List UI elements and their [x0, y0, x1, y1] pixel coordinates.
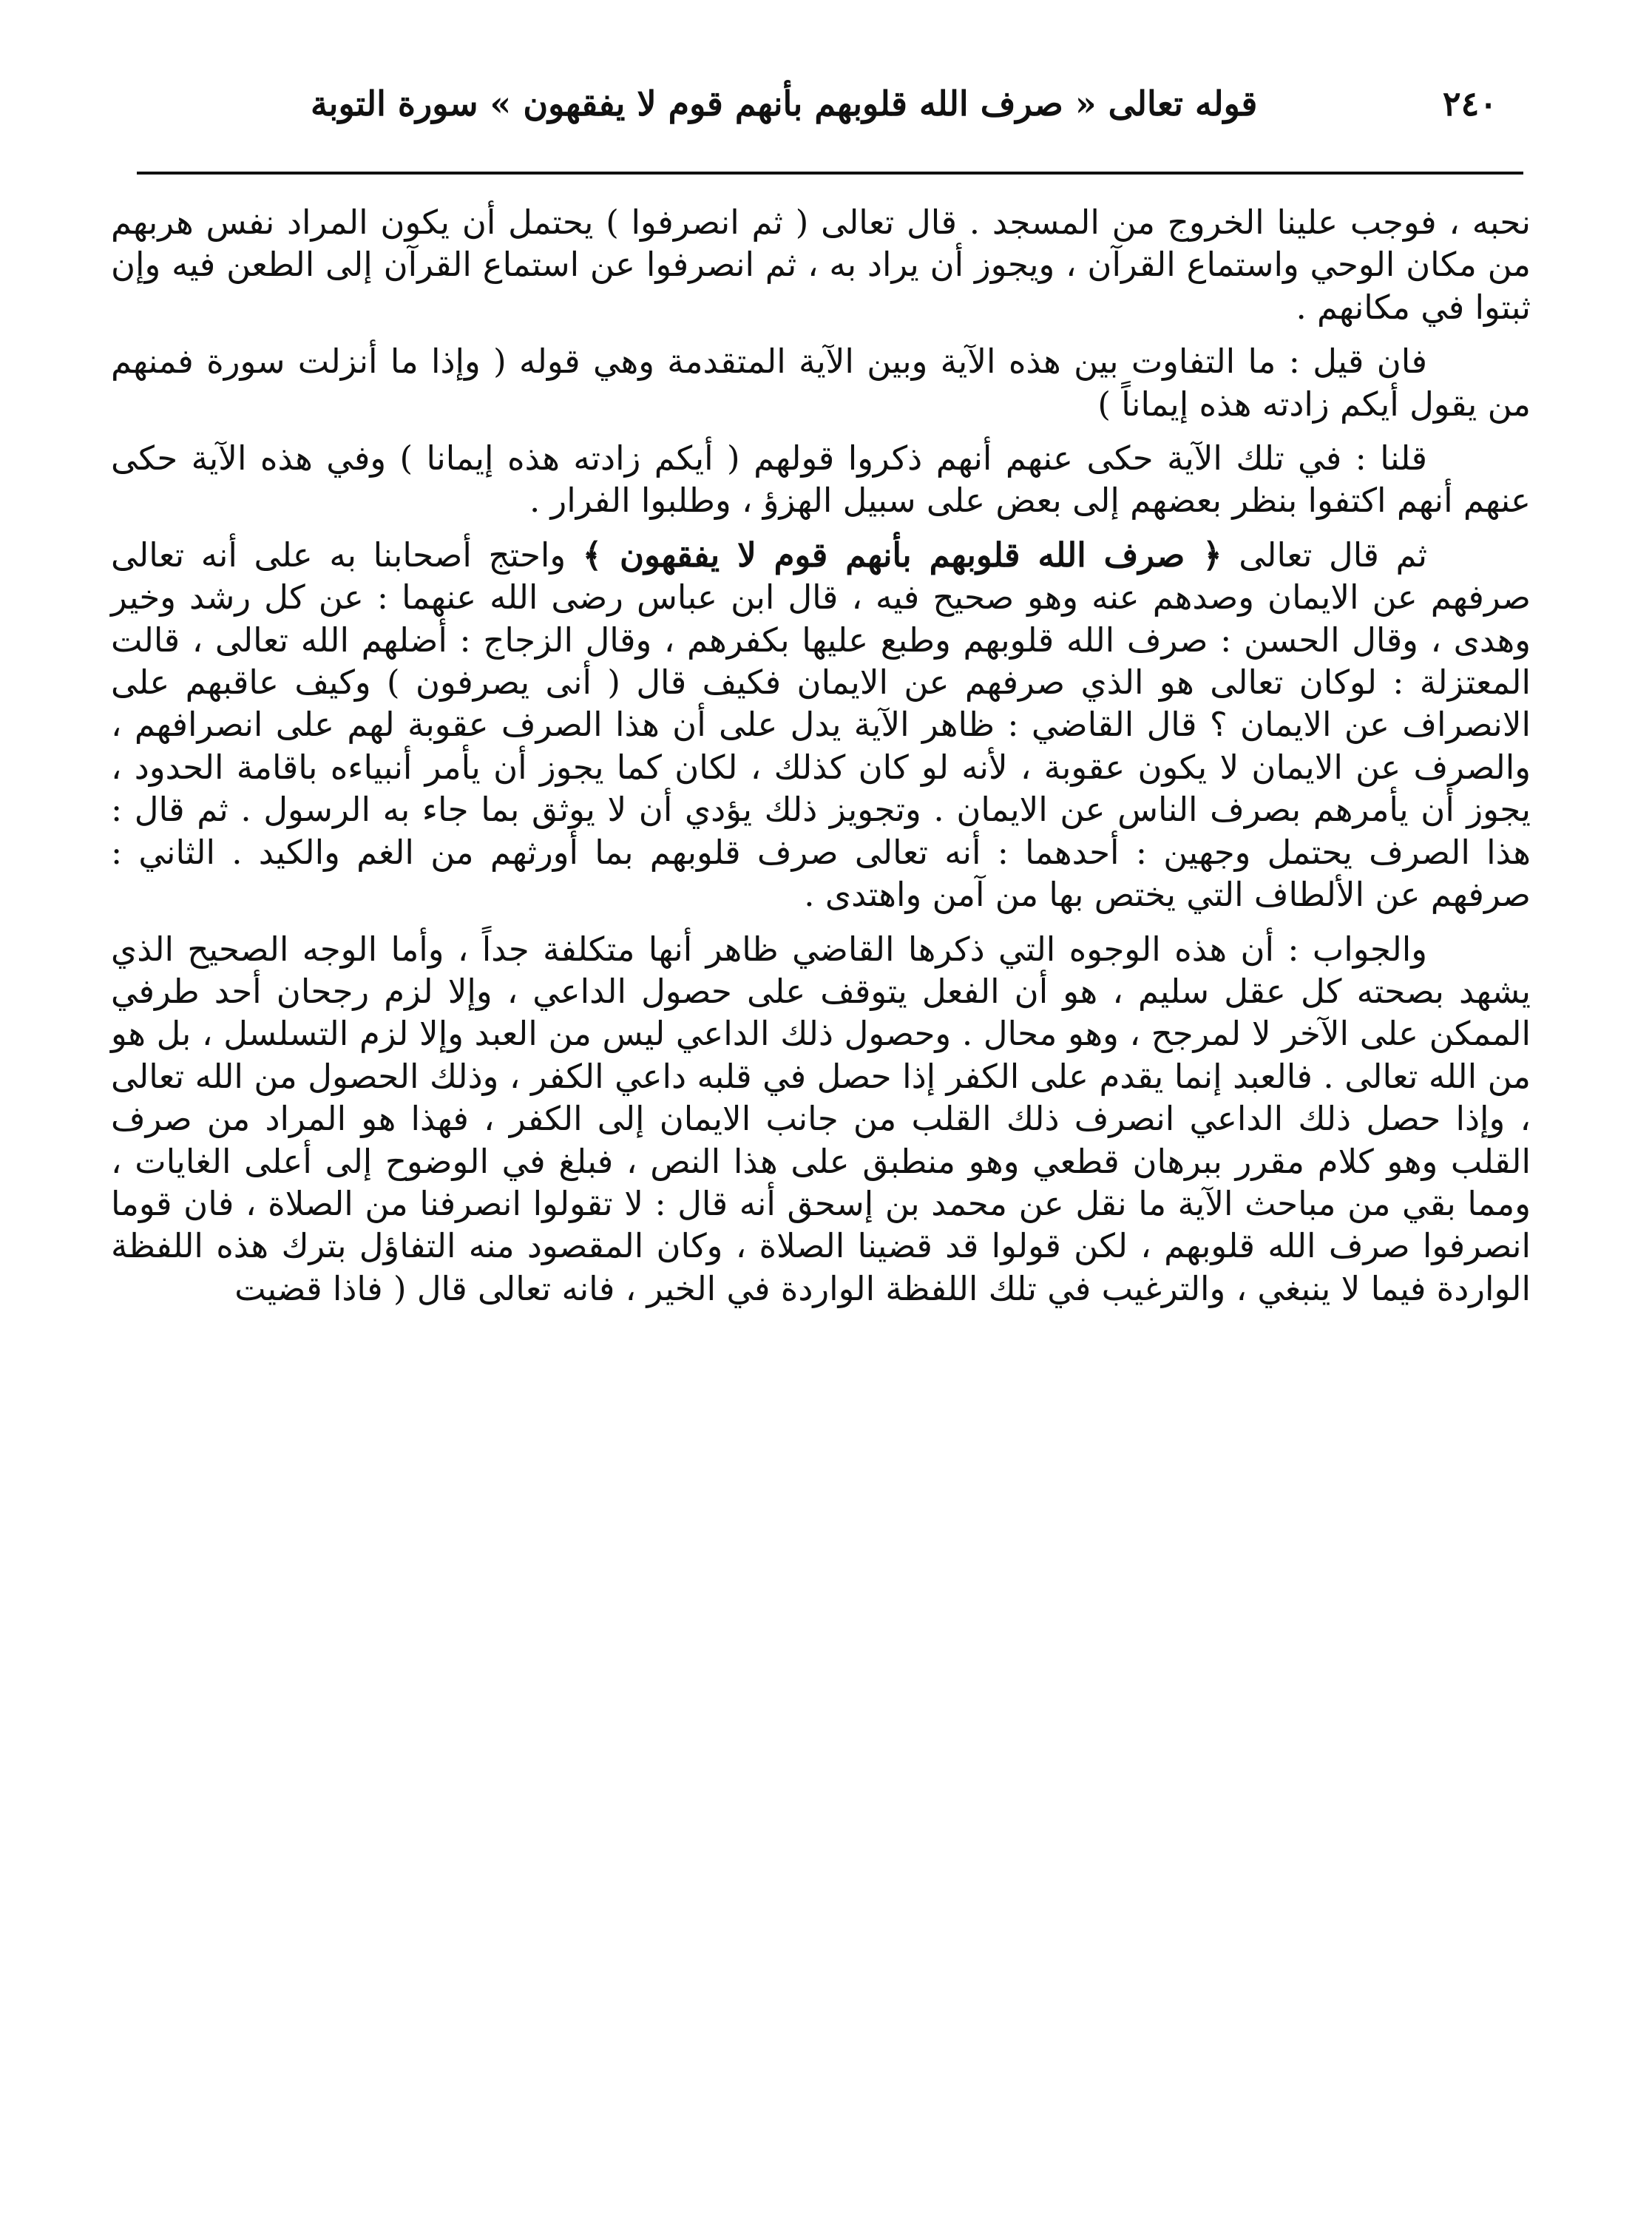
- paragraph-2: فان قيل : ما التفاوت بين هذه الآية وبين الآية المتقدمة وهي قوله ( وإذا ما أنزلت سورة فمنهم من يقول أيكم زادته هذه إيماناً ): [111, 342, 1531, 424]
- page-number: ٢٤٠: [1442, 84, 1497, 124]
- paragraph-5: والجواب : أن هذه الوجوه التي ذكرها القاضي ظاهر أنها متكلفة جداً ، وأما الوجه الصحيح الذي يشهد بصحته كل عقل سليم ، هو أن الفعل يتوقف على حصول الداعي ، وإلا لزم رجحان أحد طرفي الممكن على الآخر لا لمرجح ، وهو محال . وحصول ذلك الداعي ليس من العبد وإلا لزم التسلسل ، بل هو من الله تعالى . فالعبد إنما يقدم على الكفر إذا حصل في قلبه داعي الكفر ، وذلك الحصول من الله تعالى ، وإذا حصل ذلك الداعي انصرف ذلك القلب من جانب الايمان إلى الكفر ، فهذا هو المراد من صرف القلب وهو كلام مقرر ببرهان قطعي وهو منطبق على هذا النص ، فبلغ في الوضوح إلى أعلى الغايات ، ومما بقي من مباحث الآية ما نقل عن محمد بن إسحق أنه قال : لا تقولوا انصرفنا من الصلاة ، فان قوما انصرفوا صرف الله قلوبهم ، لكن قولوا قد قضينا الصلاة ، وكان المقصود منه التفاؤل بترك هذه اللفظة الواردة فيما لا ينبغي ، والترغيب في تلك اللفظة الواردة في الخير ، فانه تعالى قال ( فاذا قضيت: [111, 929, 1531, 1308]
- paragraph-3: قلنا : في تلك الآية حكى عنهم أنهم ذكروا قولهم ( أيكم زادته هذه إيمانا ) وفي هذه الآية حكى عنهم أنهم اكتفوا بنظر بعضهم إلى بعض على سبيل الهزؤ ، وطلبوا الفرار .: [111, 439, 1531, 521]
- header-rule: [137, 172, 1523, 175]
- quran-verse: ﴿ صرف الله قلوبهم بأنهم قوم لا يفقهون ﴾: [582, 535, 1222, 575]
- main-text: [111, 201, 1531, 1322]
- paragraph-4-commentary: واحتج أصحابنا به على أنه تعالى صرفهم عن الايمان وصدهم عنه وهو صحيح فيه ، قال ابن عباس رضى الله عنهما : عن كل رشد وخير وهدى ، وقال الحسن : صرف الله قلوبهم وطبع عليها بكفرهم ، وقال الزجاج : أضلهم الله تعالى ، قالت المعتزلة : لوكان تعالى هو الذي صرفهم عن الايمان فكيف قال ( أنى يصرفون ) وكيف عاقبهم على الانصراف عن الايمان ؟ قال القاضي : ظاهر الآية يدل على أن هذا الصرف عقوبة لهم على انصرافهم ، والصرف عن الايمان لا يكون عقوبة ، لأنه لو كان كذلك ، لكان كما يجوز أن يأمر أنبياءه باقامة الحدود ، يجوز أن يأمرهم بصرف الناس عن الايمان . وتجويز ذلك يؤدي أن لا يوثق بما جاء به الرسول . ثم قال : هذا الصرف يحتمل وجهين : أحدهما : أنه تعالى صرف قلوبهم بما أورثهم من الغم والكيد . الثاني : صرفهم عن الألطاف التي يختص بها من آمن واهتدى .: [111, 535, 1531, 915]
- running-header: [311, 70, 1523, 137]
- paragraph-1: نحبه ، فوجب علينا الخروج من المسجد . قال تعالى ( ثم انصرفوا ) يحتمل أن يكون المراد نفس هربهم من مكان الوحي واستماع القرآن ، ويجوز أن يراد به ، ثم انصرفوا عن استماع القرآن إلى الطعن فيه وإن ثبتوا في مكانهم .: [111, 203, 1531, 327]
- header-title: قوله تعالى « صرف الله قلوبهم بأنهم قوم لا يفقهون » سورة التوبة: [311, 84, 1258, 124]
- paragraph-4-intro: ثم قال تعالى: [1239, 535, 1427, 575]
- paragraph-4: [111, 534, 1531, 916]
